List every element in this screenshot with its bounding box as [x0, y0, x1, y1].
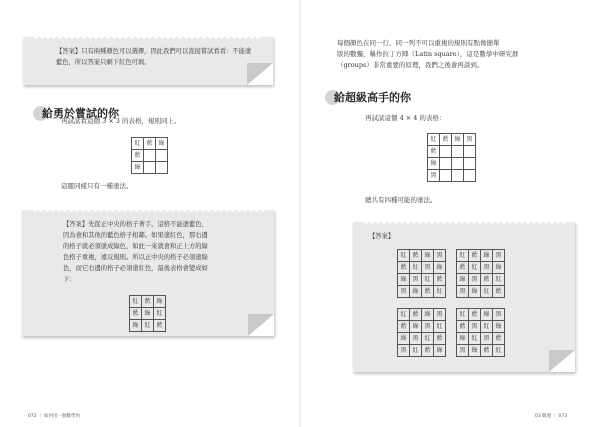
result-text-3x3: 這題同樣只有一種塗法。	[61, 182, 133, 190]
answer-note-1-text: 【答案】只有兩種顏色可以選擇，因此我們可以直接嘗試看看：不能塗藍色，所以答案只剩下紅色可填。	[56, 48, 252, 66]
note-binding-holes	[32, 206, 264, 214]
footer-left: 072 ｜ 如何用一個數學內	[28, 414, 80, 419]
note-binding-holes	[363, 218, 565, 226]
answer-note-1	[23, 37, 273, 85]
answer-grid-4x4-2: 紅 藍 綠 黑 藍 紅 黑 綠 綠 黑 藍 紅 黑 綠 紅 藍	[456, 249, 505, 298]
book-spine	[299, 0, 301, 427]
answer-grid-3x3: 紅 藍 綠 藍 綠 紅 綠 紅 藍	[129, 295, 166, 332]
answer-grid-4x4-1: 紅 藍 綠 黑 藍 紅 黑 綠 綠 黑 紅 藍 黑 綠 藍 紅	[397, 249, 446, 298]
answer-grid-4x4-3: 紅 藍 綠 黑 藍 綠 黑 紅 綠 黑 紅 藍 黑 紅 藍 綠	[397, 308, 446, 357]
answer-label: 【答案】	[369, 233, 395, 240]
answer-note-3	[353, 222, 575, 372]
intro-4x4: 再試試這個 4 × 4 的表格：	[365, 114, 446, 122]
latin-square-paragraph: 每個顏色在同一行、同一列不可以重複的規則有點像簡單 版的數獨，稱作拉丁方陣（Latin square），這是數學中研究群 （groups）非常重要的原理，我們之後會再談到。	[337, 39, 519, 69]
answer-grid-4x4-4: 紅 藍 綠 黑 藍 黑 紅 綠 綠 紅 黑 藍 黑 綠 藍 紅	[456, 308, 505, 357]
footer-right: 03 數理 ｜ 073	[535, 414, 568, 419]
puzzle-grid-4x4: 紅 藍 綠 黑 藍 綠 黑	[427, 133, 476, 182]
answer-note-2-text: 【答案】先從正中央的格子著手。這格不能塗藍色， 因為會和其他的藍色格子相鄰。如果塗紅色，那右邊 的格子就必須塗成綠色，如此一來就會和正上方的綠 色格子重複，違反規則。所以正中央的格子必須塗綠 色，而它右邊的格子必須塗紅色，最後表格會變成如 下：	[63, 221, 208, 283]
section-heading-expert: 給超級高手的你	[325, 89, 411, 105]
puzzle-grid-3x3: 紅 藍 綠 藍 綠	[131, 137, 168, 174]
note-fold	[247, 63, 273, 85]
section-heading-brave: 給勇於嘗試的你	[33, 105, 119, 121]
answer-note-2	[22, 210, 274, 336]
intro-3x3: 再試試看這個 3 × 3 的表格，規則同上。	[61, 117, 181, 125]
result-text-4x4: 總共有四種可能的塗法。	[365, 196, 437, 204]
note-binding-holes	[33, 33, 263, 41]
note-fold	[549, 350, 575, 372]
note-fold	[248, 314, 274, 336]
